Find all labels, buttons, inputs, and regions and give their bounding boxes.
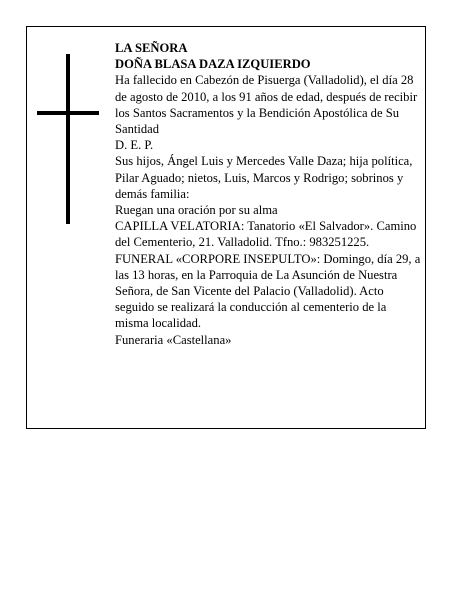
- family-list: Sus hijos, Ángel Luis y Mercedes Valle Daza; hija política, Pilar Aguado; nietos, Luis, Marcos y Rodrigo; sobrinos y demás familia:: [115, 154, 413, 201]
- notice-heading: LA SEÑORA: [115, 41, 188, 55]
- funeral-info: FUNERAL «CORPORE INSEPULTO»: Domingo, día 29, a las 13 horas, en la Parroquia de La Asunción de Nuestra Señora, de San Vicente del Palacio (Valladolid). Acto seguido se realizará la conducción al cementerio de la misma localidad.: [115, 251, 421, 331]
- cross-horizontal-bar: [37, 111, 99, 115]
- wake-chapel-info: CAPILLA VELATORIA: Tanatorio «El Salvador». Camino del Cementerio, 21. Valladolid. Tfno.: 983251225.: [115, 219, 417, 250]
- funeral-home: Funeraria «Castellana»: [115, 332, 232, 347]
- obituary-text: [115, 40, 421, 348]
- obituary-notice: [26, 26, 426, 429]
- deceased-name: DOÑA BLASA DAZA IZQUIERDO: [115, 57, 311, 72]
- cross-vertical-bar: [66, 54, 70, 224]
- cross-icon: [37, 54, 99, 224]
- rest-in-peace: D. E. P.: [115, 138, 154, 153]
- death-announcement: Ha fallecido en Cabezón de Pisuerga (Valladolid), el día 28 de agosto de 2010, a los 91 años de edad, después de recibir los Santos Sacramentos y la Bendición Apostólica de Su Santidad: [115, 73, 418, 137]
- prayer-request: Ruegan una oración por su alma: [115, 203, 278, 218]
